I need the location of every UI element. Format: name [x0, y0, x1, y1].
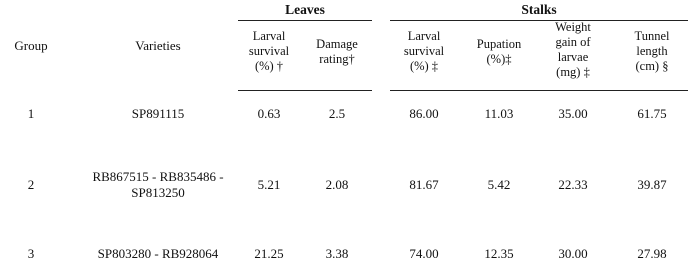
- weight-gain-header: Weight gain of larvae (mg) ‡: [555, 20, 591, 79]
- group-column-header: Group: [14, 38, 48, 53]
- row-3-stalk-survival: 74.00: [409, 246, 439, 261]
- row-2-pupation: 5.42: [487, 177, 511, 192]
- varieties-column-header: Varieties: [135, 38, 181, 53]
- row-1-weight-gain: 35.00: [558, 106, 588, 121]
- leaf-larval-survival-header: Larval survival (%) †: [248, 29, 290, 73]
- pupation-header: Pupation (%)‡: [476, 37, 522, 66]
- row-2-damage-rating: 2.08: [325, 177, 349, 192]
- damage-rating-header: Damage rating†: [316, 37, 358, 66]
- row-2-stalk-survival: 81.67: [409, 177, 439, 192]
- row-1-pupation: 11.03: [484, 106, 514, 121]
- stalks-columns-rule: [390, 90, 688, 91]
- row-3-variety: SP803280 - RB928064: [97, 246, 219, 261]
- leaves-columns-rule: [238, 90, 372, 91]
- row-1-leaf-survival: 0.63: [257, 106, 281, 121]
- row-1-group: 1: [27, 106, 35, 121]
- stalk-larval-survival-header: Larval survival (%) ‡: [403, 29, 445, 73]
- leaves-header-rule: [238, 20, 372, 21]
- row-2-weight-gain: 22.33: [558, 177, 588, 192]
- row-3-damage-rating: 3.38: [325, 246, 349, 261]
- leaves-group-header: Leaves: [285, 2, 325, 17]
- row-2-variety: RB867515 - RB835486 - SP813250: [92, 169, 224, 200]
- row-2-group: 2: [27, 177, 35, 192]
- row-3-group: 3: [27, 246, 35, 261]
- row-3-tunnel-length: 27.98: [637, 246, 667, 261]
- tunnel-length-header: Tunnel length (cm) §: [634, 29, 670, 73]
- row-2-leaf-survival: 5.21: [257, 177, 281, 192]
- row-3-weight-gain: 30.00: [558, 246, 588, 261]
- stalks-group-header: Stalks: [521, 2, 557, 17]
- row-1-damage-rating: 2.5: [328, 106, 346, 121]
- row-1-tunnel-length: 61.75: [637, 106, 667, 121]
- row-2-tunnel-length: 39.87: [637, 177, 667, 192]
- row-3-leaf-survival: 21.25: [254, 246, 284, 261]
- row-3-pupation: 12.35: [484, 246, 514, 261]
- row-1-stalk-survival: 86.00: [409, 106, 439, 121]
- row-1-variety: SP891115: [131, 106, 185, 121]
